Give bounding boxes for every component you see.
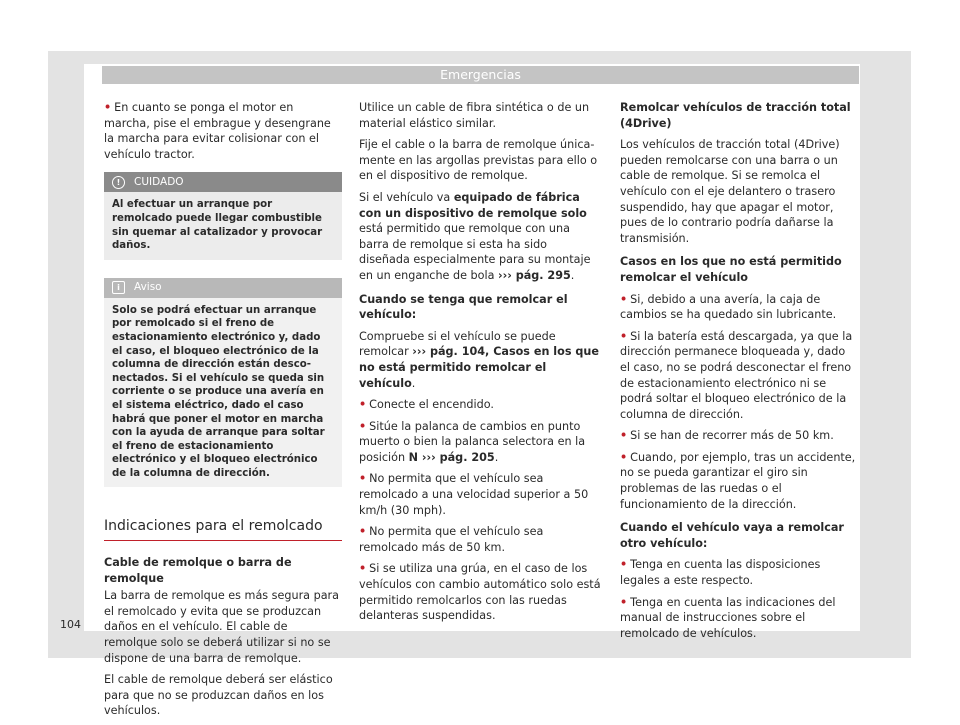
page-reference-link[interactable]: ››› pág. 104, Casos en los que no está permitido remolcar el vehículo — [359, 345, 599, 390]
list-item: • Tenga en cuenta las disposiciones legales a este respecto. — [620, 558, 821, 588]
bullet-icon: • — [620, 595, 628, 609]
list-item: • En cuanto se ponga el motor en marcha, pise el embrague y desengrane la marcha para evitar colisionar con el vehículo tractor. — [104, 101, 331, 161]
column-2 — [359, 100, 601, 630]
list-item: • Si se han de recorrer más de 50 km. — [620, 429, 834, 443]
bullet-icon: • — [359, 562, 367, 576]
paragraph: La barra de remolque es más segura para el remolcado y evita que se produzcan daños en el vehículo. El cable de remolque solo se deberá utilizar si no se dispone de una barra de remolque. — [104, 589, 340, 665]
subheading: Cuando se tenga que remolcar el vehículo: — [359, 292, 568, 322]
subheading: Remolcar vehículos de tracción total (4Drive) — [620, 101, 851, 130]
list-item: • Conecte el encendido. — [359, 398, 494, 412]
list-item: • Tenga en cuenta las indicaciones del manual de instrucciones sobre el remolcado de vehículos. — [620, 595, 836, 640]
subheading: Casos en los que no está permitido remolcar el vehículo — [620, 255, 842, 284]
caution-header: ! CUIDADO — [104, 172, 342, 192]
page-reference-link[interactable]: N ››› pág. 205 — [408, 450, 495, 464]
bullet-icon: • — [359, 419, 367, 433]
notice-box — [104, 278, 342, 488]
list-item: • No permita que el vehículo sea remolcado más de 50 km. — [359, 525, 544, 554]
bullet-icon: • — [620, 558, 628, 572]
column-3 — [620, 100, 858, 647]
page-number: 104 — [60, 618, 81, 631]
list-item: • Si, debido a una avería, la caja de cambios se ha quedado sin lubricante. — [620, 292, 837, 322]
bullet-icon: • — [359, 472, 367, 486]
chapter-header: Emergencias — [102, 66, 859, 84]
caution-box — [104, 172, 342, 259]
bullet-icon: • — [620, 450, 628, 464]
notice-header: i Aviso — [104, 278, 342, 298]
paragraph: Fije el cable o la barra de remolque únicamente en las argollas previstas para ello o en el dispositivo de remolque. — [359, 138, 598, 183]
list-item: • Si la batería está descargada, ya que la dirección permanece bloqueada y, dado el caso, no se podrá desconectar el freno de estacionamiento electrónico ni se podrá soltar el bloqueo electrónico de la columna de dirección. — [620, 329, 853, 421]
bullet-icon: • — [620, 329, 628, 343]
page-reference-link[interactable]: ››› pág. 295 — [497, 268, 571, 282]
subheading: Cuando el vehículo vaya a remolcar otro vehículo: — [620, 521, 844, 550]
bullet-icon: • — [620, 292, 628, 306]
notice-text: Solo se podrá efectuar un arranque por remolcado si el freno de estacionamiento electrónico y, dado el caso, el bloqueo electrónico de la columna de dirección están desconectados. Si el vehículo se queda sin corriente o se produce una avería en el sistema eléctrico, dado el caso habrá que poner el motor en marcha con la ayuda de arranque para soltar el freno de estacionamiento electrónico y el bloqueo electrónico de la columna de dirección. — [112, 304, 325, 479]
caution-text: Al efectuar un arranque por remolcado puede llegar combustible sin quemar al catalizador y provocar daños. — [112, 199, 323, 252]
bullet-icon: • — [359, 525, 367, 539]
bullet-icon: • — [104, 101, 112, 114]
list-item: • Si se utiliza una grúa, en el caso de los vehículos con cambio automático solo está permitido remolcarlos con las ruedas delanteras suspendidas. — [359, 562, 601, 623]
bullet-icon: • — [359, 398, 367, 412]
list-item: • Cuando, por ejemplo, tras un accidente, no se pueda garantizar el giro sin problemas de las ruedas o el funcionamiento de la dirección. — [620, 450, 856, 511]
info-icon: i — [112, 281, 125, 294]
paragraph: El cable de remolque deberá ser elástico para que no se produzcan daños en los vehículos. — [104, 673, 333, 718]
bullet-icon: • — [620, 429, 628, 443]
subheading: Cable de remolque o barra de remolque — [104, 556, 292, 585]
paragraph: Si el vehículo va equipado de fábrica con un dispositivo de remolque solo está permitido que remolque con una barra de remolque si esta ha sido diseñada especialmente para su montaje en un enganche de bola ››› pág. 295. — [359, 190, 591, 282]
paragraph: Utilice un cable de fibra sintética o de un material elástico similar. — [359, 101, 590, 130]
paragraph: Los vehículos de tracción total (4Drive) pueden remolcarse con una barra o un cable de remolque. Si se remolca el vehículo con el eje delantero o trasero suspendido, hay que apagar el motor, pues de lo contrario podría dañarse la transmisión. — [620, 138, 840, 245]
warning-icon: ! — [112, 176, 125, 189]
section-title: Indicaciones para el remolcado — [104, 519, 342, 541]
list-item: • Sitúe la palanca de cambios en punto muerto o bien la palanca selectora en la posición N ››› pág. 205. — [359, 419, 586, 464]
column-1 — [104, 100, 342, 725]
paragraph: Compruebe si el vehículo se puede remolcar ››› pág. 104, Casos en los que no está permitido remolcar el vehículo. — [359, 329, 599, 390]
list-item: • No permita que el vehículo sea remolcado a una velocidad superior a 50 km/h (30 mph). — [359, 472, 589, 517]
